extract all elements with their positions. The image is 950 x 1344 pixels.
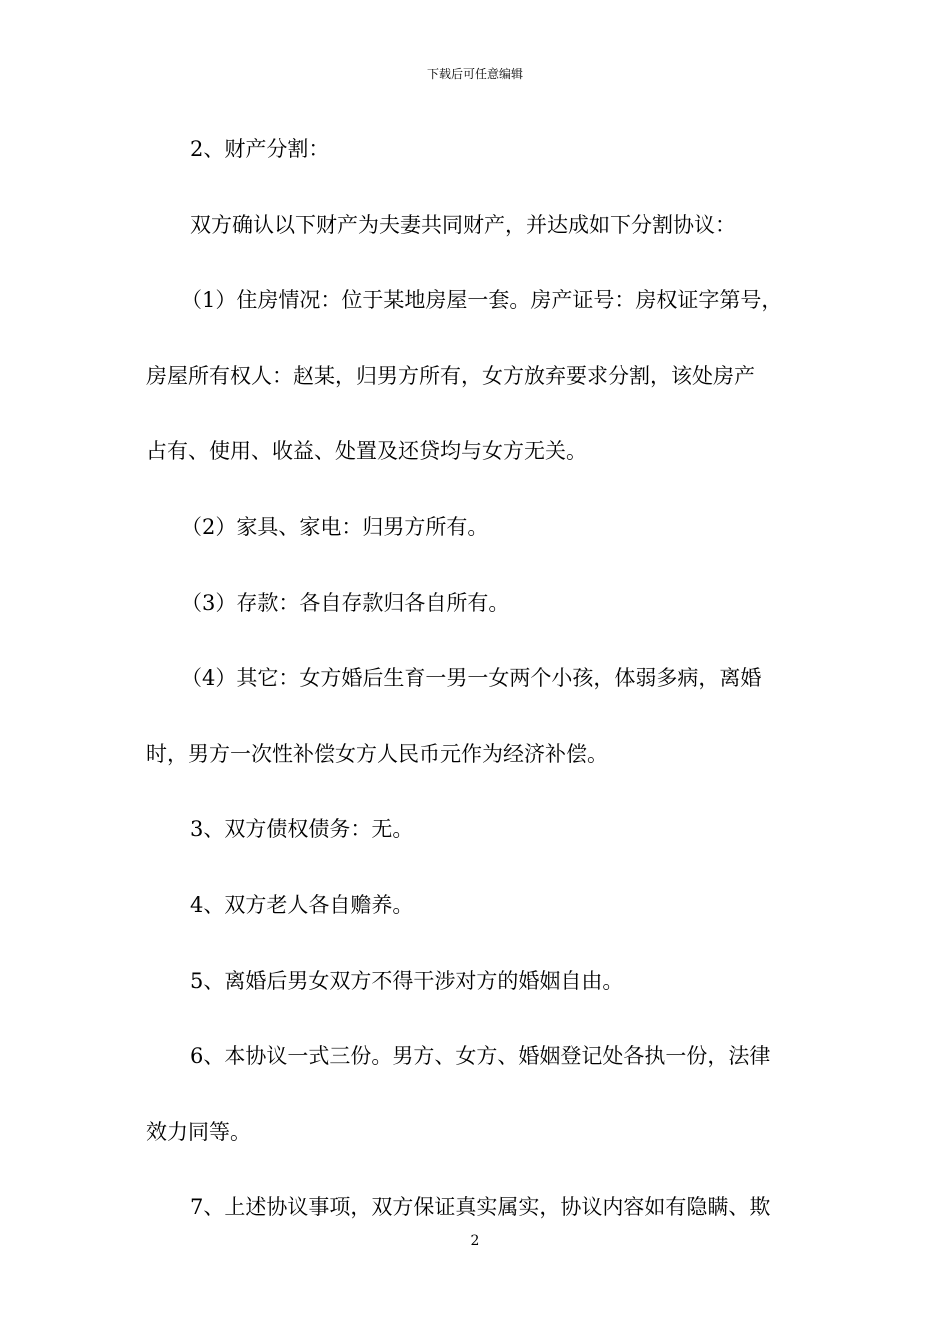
text-line: 房屋所有权人：赵某，归男方所有，女方放弃要求分割，该处房产 — [146, 363, 755, 388]
text-line: 2、财产分割： — [190, 137, 330, 161]
text-line: 5、离婚后男女双方不得干涉对方的婚姻自由。 — [190, 968, 624, 993]
text-line: （1）住房情况：位于某地房屋一套。房产证号：房权证字第号， — [181, 288, 783, 313]
text-line: 7、上述协议事项，双方保证真实属实，协议内容如有隐瞒、欺 — [190, 1195, 771, 1220]
document-body — [146, 130, 816, 1264]
page-header: 下载后可任意编辑 — [426, 67, 523, 81]
text-line: 双方确认以下财产为夫妻共同财产，并达成如下分割协议： — [190, 212, 736, 237]
text-line: 3、双方债权债务：无。 — [190, 817, 414, 842]
text-line: 效力同等。 — [146, 1119, 251, 1144]
text-line: 4、双方老人各自赡养。 — [190, 892, 414, 917]
text-line: 6、本协议一式三份。男方、女方、婚姻登记处各执一份，法律 — [190, 1044, 771, 1069]
text-line: （4）其它：女方婚后生育一男一女两个小孩，体弱多病，离婚 — [181, 666, 762, 691]
page-number: 2 — [470, 1233, 480, 1249]
text-line: （2）家具、家电：归男方所有。 — [181, 514, 489, 539]
text-line: （3）存款：各自存款归各自所有。 — [181, 590, 510, 615]
text-line: 时，男方一次性补偿女方人民币元作为经济补偿。 — [146, 741, 608, 766]
text-line: 占有、使用、收益、处置及还贷均与女方无关。 — [146, 439, 587, 464]
